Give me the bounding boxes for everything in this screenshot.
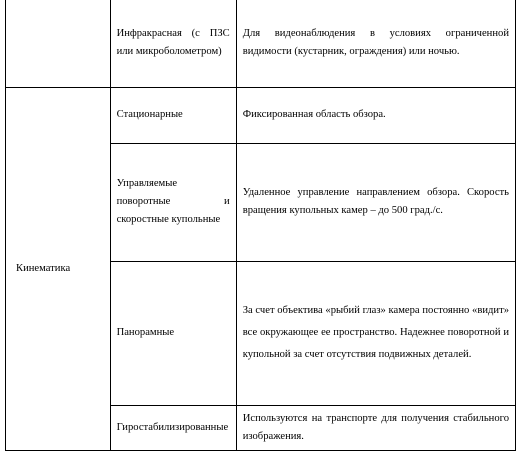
description-cell: Фиксированная область обзора. [236,87,515,143]
description-cell: Удаленное управление направлением обзора. Скорость вращения купольных камер – до 500 град./с. [236,143,515,261]
description-cell: Для видеонаблюдения в условиях ограниченной видимости (кустарник, ограждения) или ночью. [236,0,515,87]
description-cell: За счет объектива «рыбий глаз» камера постоянно «видит» все окружающее ее пространство. Надежнее поворотной и купольной за счет отсутствия подвижных деталей. [236,261,515,405]
description-cell: Используются на транспорте для получения стабильного изображения. [236,405,515,450]
type-cell: Инфракрасная (с ПЗС или микроболометром) [110,0,236,87]
category-cell: Кинематика [6,87,111,450]
type-cell: Стационарные [110,87,236,143]
table-row [6,0,516,87]
camera-types-table [5,0,516,451]
empty-category-cell [6,0,111,87]
type-cell: Гиростабилизированные [110,405,236,450]
type-cell: Панорамные [110,261,236,405]
table-row [6,87,516,143]
type-cell: Управляемые поворотные и скоростные купольные [110,143,236,261]
